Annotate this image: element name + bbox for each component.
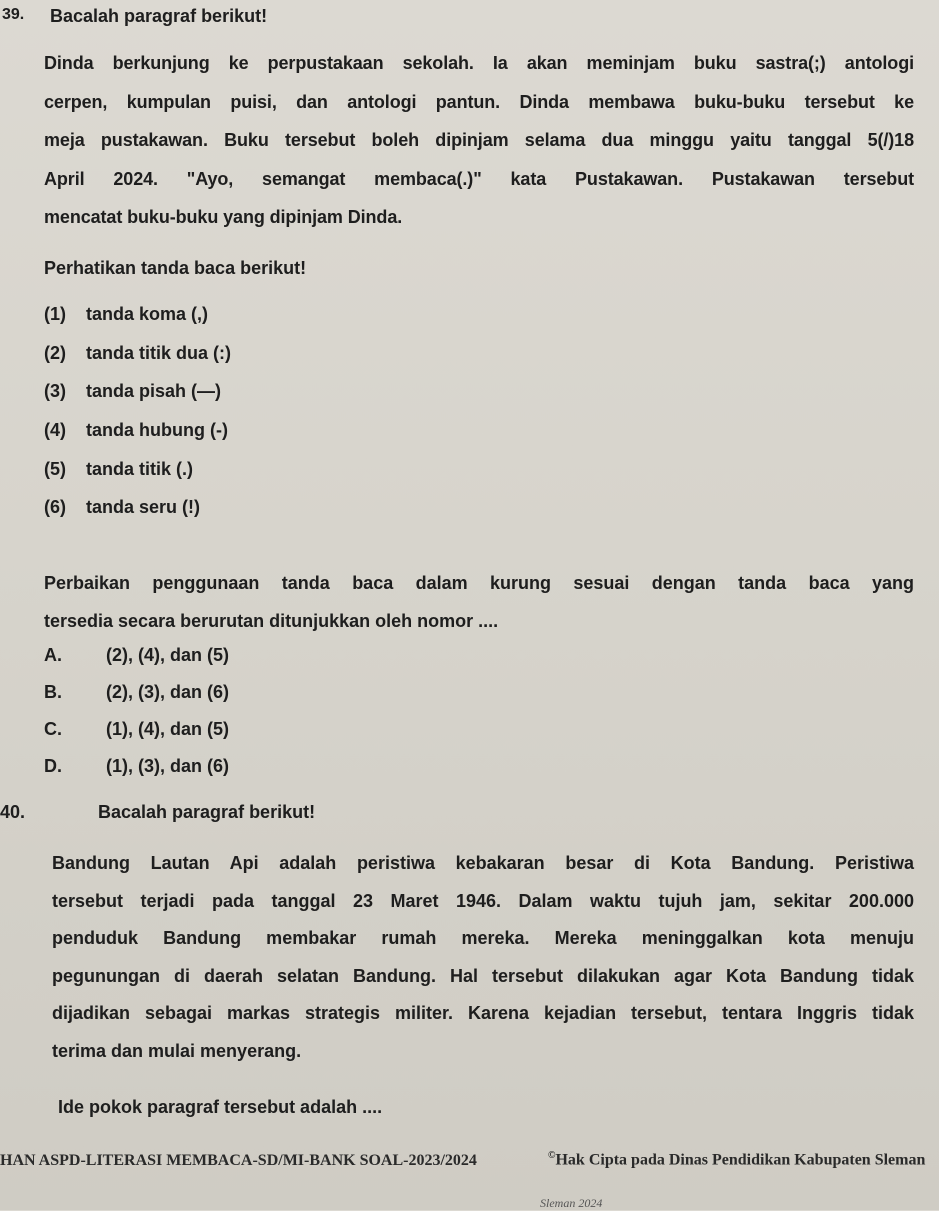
- punctuation-number: (6): [44, 497, 66, 518]
- option-text: (1), (3), dan (6): [106, 756, 230, 776]
- question-39-paragraph: [44, 44, 914, 237]
- paragraph-line: Bandung Lautan Api adalah peristiwa kebakaran besar di Kota Bandung. Peristiwa: [52, 853, 914, 873]
- answer-option-b[interactable]: [44, 674, 229, 711]
- footer-copyright: [548, 1150, 925, 1169]
- punctuation-label: tanda seru (!): [86, 497, 201, 518]
- question-40-prompt: Ide pokok paragraf tersebut adalah ....: [58, 1097, 383, 1117]
- prompt-line: Perbaikan penggunaan tanda baca dalam kurung sesuai dengan tanda baca yang: [44, 573, 914, 593]
- paragraph-line: terima dan mulai menyerang.: [52, 1040, 302, 1061]
- punctuation-label: tanda hubung (-): [86, 420, 228, 441]
- paragraph-line: Dinda berkunjung ke perpustakaan sekolah. Ia akan meminjam buku sastra(;) antologi: [44, 53, 914, 73]
- question-40-paragraph: [52, 845, 914, 1070]
- answer-options: [44, 637, 229, 785]
- punctuation-label: tanda titik dua (:): [86, 342, 231, 363]
- punctuation-label: tanda koma (,): [86, 304, 209, 324]
- footer-bank-title: HAN ASPD-LITERASI MEMBACA-SD/MI-BANK SOAL-2023/2024: [0, 1152, 477, 1169]
- punctuation-item: [44, 372, 231, 411]
- paragraph-line: cerpen, kumpulan puisi, dan antologi pantun. Dinda membawa buku-buku tersebut ke: [44, 91, 914, 112]
- copyright-text: Hak Cipta pada Dinas Pendidikan Kabupaten Sleman: [555, 1151, 926, 1169]
- punctuation-item: [44, 295, 231, 334]
- answer-option-a[interactable]: [44, 637, 229, 674]
- paragraph-line: pegunungan di daerah selatan Bandung. Hal tersebut dilakukan agar Kota Bandung tidak: [52, 965, 914, 986]
- option-text: (1), (4), dan (5): [106, 719, 230, 739]
- paragraph-line: dijadikan sebagai markas strategis militer. Karena kejadian tersebut, tentara Inggris tidak: [52, 1003, 914, 1023]
- prompt-line: tersedia secara berurutan ditunjukkan oleh nomor ....: [44, 611, 499, 631]
- punctuation-number: (2): [44, 342, 66, 363]
- option-text: (2), (3), dan (6): [106, 682, 230, 702]
- punctuation-item: [44, 488, 231, 527]
- answer-option-c[interactable]: [44, 711, 229, 748]
- question-40-number: 40.: [0, 802, 26, 822]
- punctuation-label: tanda titik (.): [86, 458, 193, 479]
- answer-option-d[interactable]: [44, 748, 229, 785]
- option-letter: D.: [44, 756, 62, 776]
- option-letter: B.: [44, 682, 62, 702]
- punctuation-item: [44, 411, 231, 450]
- punctuation-list: [44, 295, 231, 527]
- paragraph-line: meja pustakawan. Buku tersebut boleh dipinjam selama dua minggu yaitu tanggal 5(/)18: [44, 130, 914, 150]
- punctuation-label: tanda pisah (—): [86, 381, 222, 402]
- punctuation-number: (4): [44, 420, 66, 441]
- question-39-number: 39.: [2, 6, 25, 23]
- paragraph-line: mencatat buku-buku yang dipinjam Dinda.: [44, 207, 403, 227]
- punctuation-number: (1): [44, 304, 66, 324]
- paragraph-line: tersebut terjadi pada tanggal 23 Maret 1946. Dalam waktu tujuh jam, sekitar 200.000: [52, 890, 914, 911]
- paragraph-line: penduduk Bandung membakar rumah mereka. Mereka meninggalkan kota menuju: [52, 928, 914, 948]
- punctuation-intro: Perhatikan tanda baca berikut!: [44, 258, 307, 278]
- option-letter: C.: [44, 719, 62, 739]
- option-letter: A.: [44, 645, 62, 665]
- punctuation-number: (5): [44, 458, 66, 479]
- copyright-icon: ©: [548, 1150, 556, 1161]
- question-40-heading: Bacalah paragraf berikut!: [98, 802, 316, 822]
- punctuation-number: (3): [44, 381, 66, 402]
- paragraph-line: April 2024. "Ayo, semangat membaca(.)" kata Pustakawan. Pustakawan tersebut: [44, 168, 914, 189]
- option-text: (2), (4), dan (5): [106, 645, 230, 665]
- question-39-heading: Bacalah paragraf berikut!: [50, 6, 268, 26]
- question-39-prompt: [44, 564, 914, 640]
- punctuation-item: [44, 450, 231, 489]
- footer-location-year: Sleman 2024: [540, 1196, 603, 1210]
- punctuation-item: [44, 334, 231, 373]
